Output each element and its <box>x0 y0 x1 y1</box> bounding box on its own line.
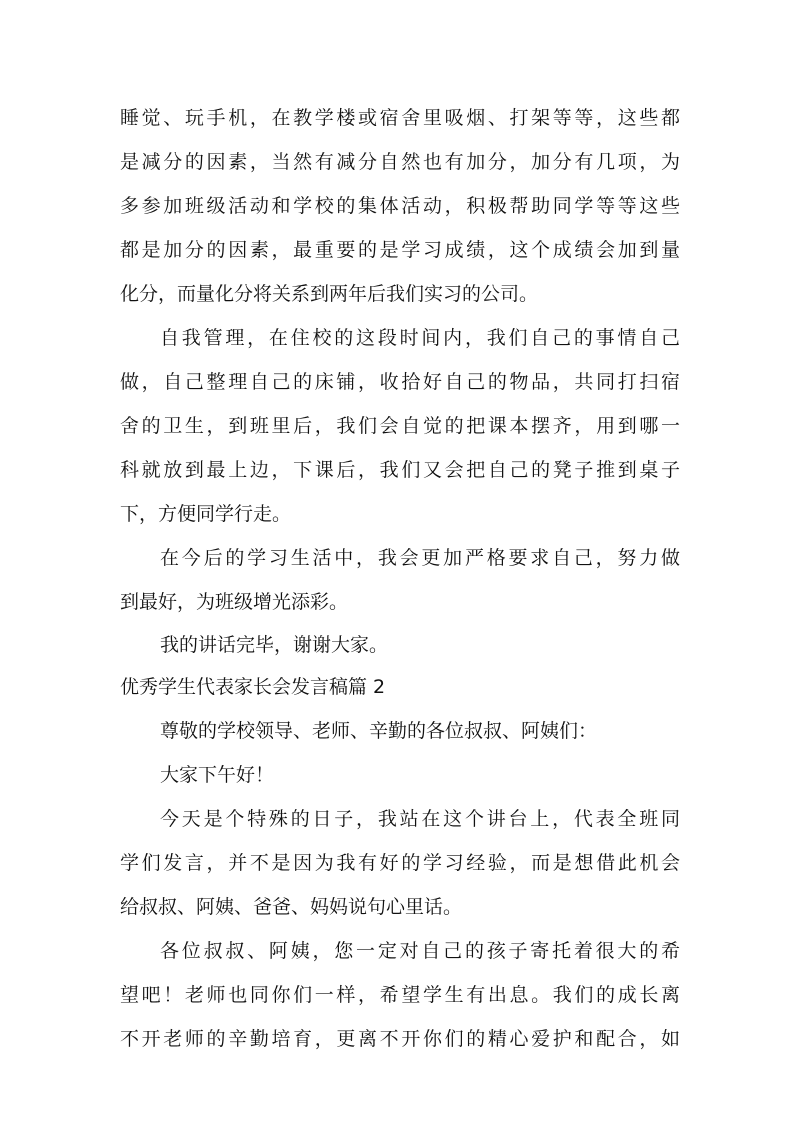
paragraph-first-line: 自我管理，在住校的这段时间内，我们自己的事情自己 <box>160 327 680 349</box>
text-line: 学们发言，并不是因为我有好的学习经验，而是想借此机会 <box>120 852 680 874</box>
text-line: 做，自己整理自己的床铺，收拾好自己的物品，共同打扫宿 <box>120 371 680 393</box>
section-title: 优秀学生代表家长会发言稿篇 2 <box>120 676 386 698</box>
text-line: 都是加分的因素，最重要的是学习成绩，这个成绩会加到量 <box>120 239 680 261</box>
paragraph-first-line: 今天是个特殊的日子，我站在这个讲台上，代表全班同 <box>160 808 680 830</box>
text-line: 望吧！老师也同你们一样，希望学生有出息。我们的成长离 <box>120 984 680 1006</box>
text-line: 舍的卫生，到班里后，我们会自觉的把课本摆齐，用到哪一 <box>120 415 680 437</box>
text-line: 下，方便同学行走。 <box>120 503 292 525</box>
text-line: 科就放到最上边，下课后，我们又会把自己的凳子推到桌子 <box>120 459 680 481</box>
text-line: 是减分的因素，当然有减分自然也有加分，加分有几项，为 <box>120 151 680 173</box>
text-line: 到最好，为班级增光添彩。 <box>120 591 349 613</box>
greeting: 大家下午好！ <box>160 764 275 786</box>
text-line: 化分，而量化分将关系到两年后我们实习的公司。 <box>120 283 539 305</box>
paragraph-first-line: 我的讲话完毕，谢谢大家。 <box>160 634 389 656</box>
text-line: 给叔叔、阿姨、爸爸、妈妈说句心里话。 <box>120 896 463 918</box>
paragraph-first-line: 在今后的学习生活中，我会更加严格要求自己，努力做 <box>160 547 680 569</box>
text-line: 多参加班级活动和学校的集体活动，积极帮助同学等等这些 <box>120 195 680 217</box>
text-line: 睡觉、玩手机，在教学楼或宿舍里吸烟、打架等等，这些都 <box>120 107 680 129</box>
salutation: 尊敬的学校领导、老师、辛勤的各位叔叔、阿姨们： <box>160 720 598 742</box>
paragraph-first-line: 各位叔叔、阿姨，您一定对自己的孩子寄托着很大的希 <box>160 940 680 962</box>
text-line: 不开老师的辛勤培育，更离不开你们的精心爱护和配合，如 <box>120 1028 680 1050</box>
